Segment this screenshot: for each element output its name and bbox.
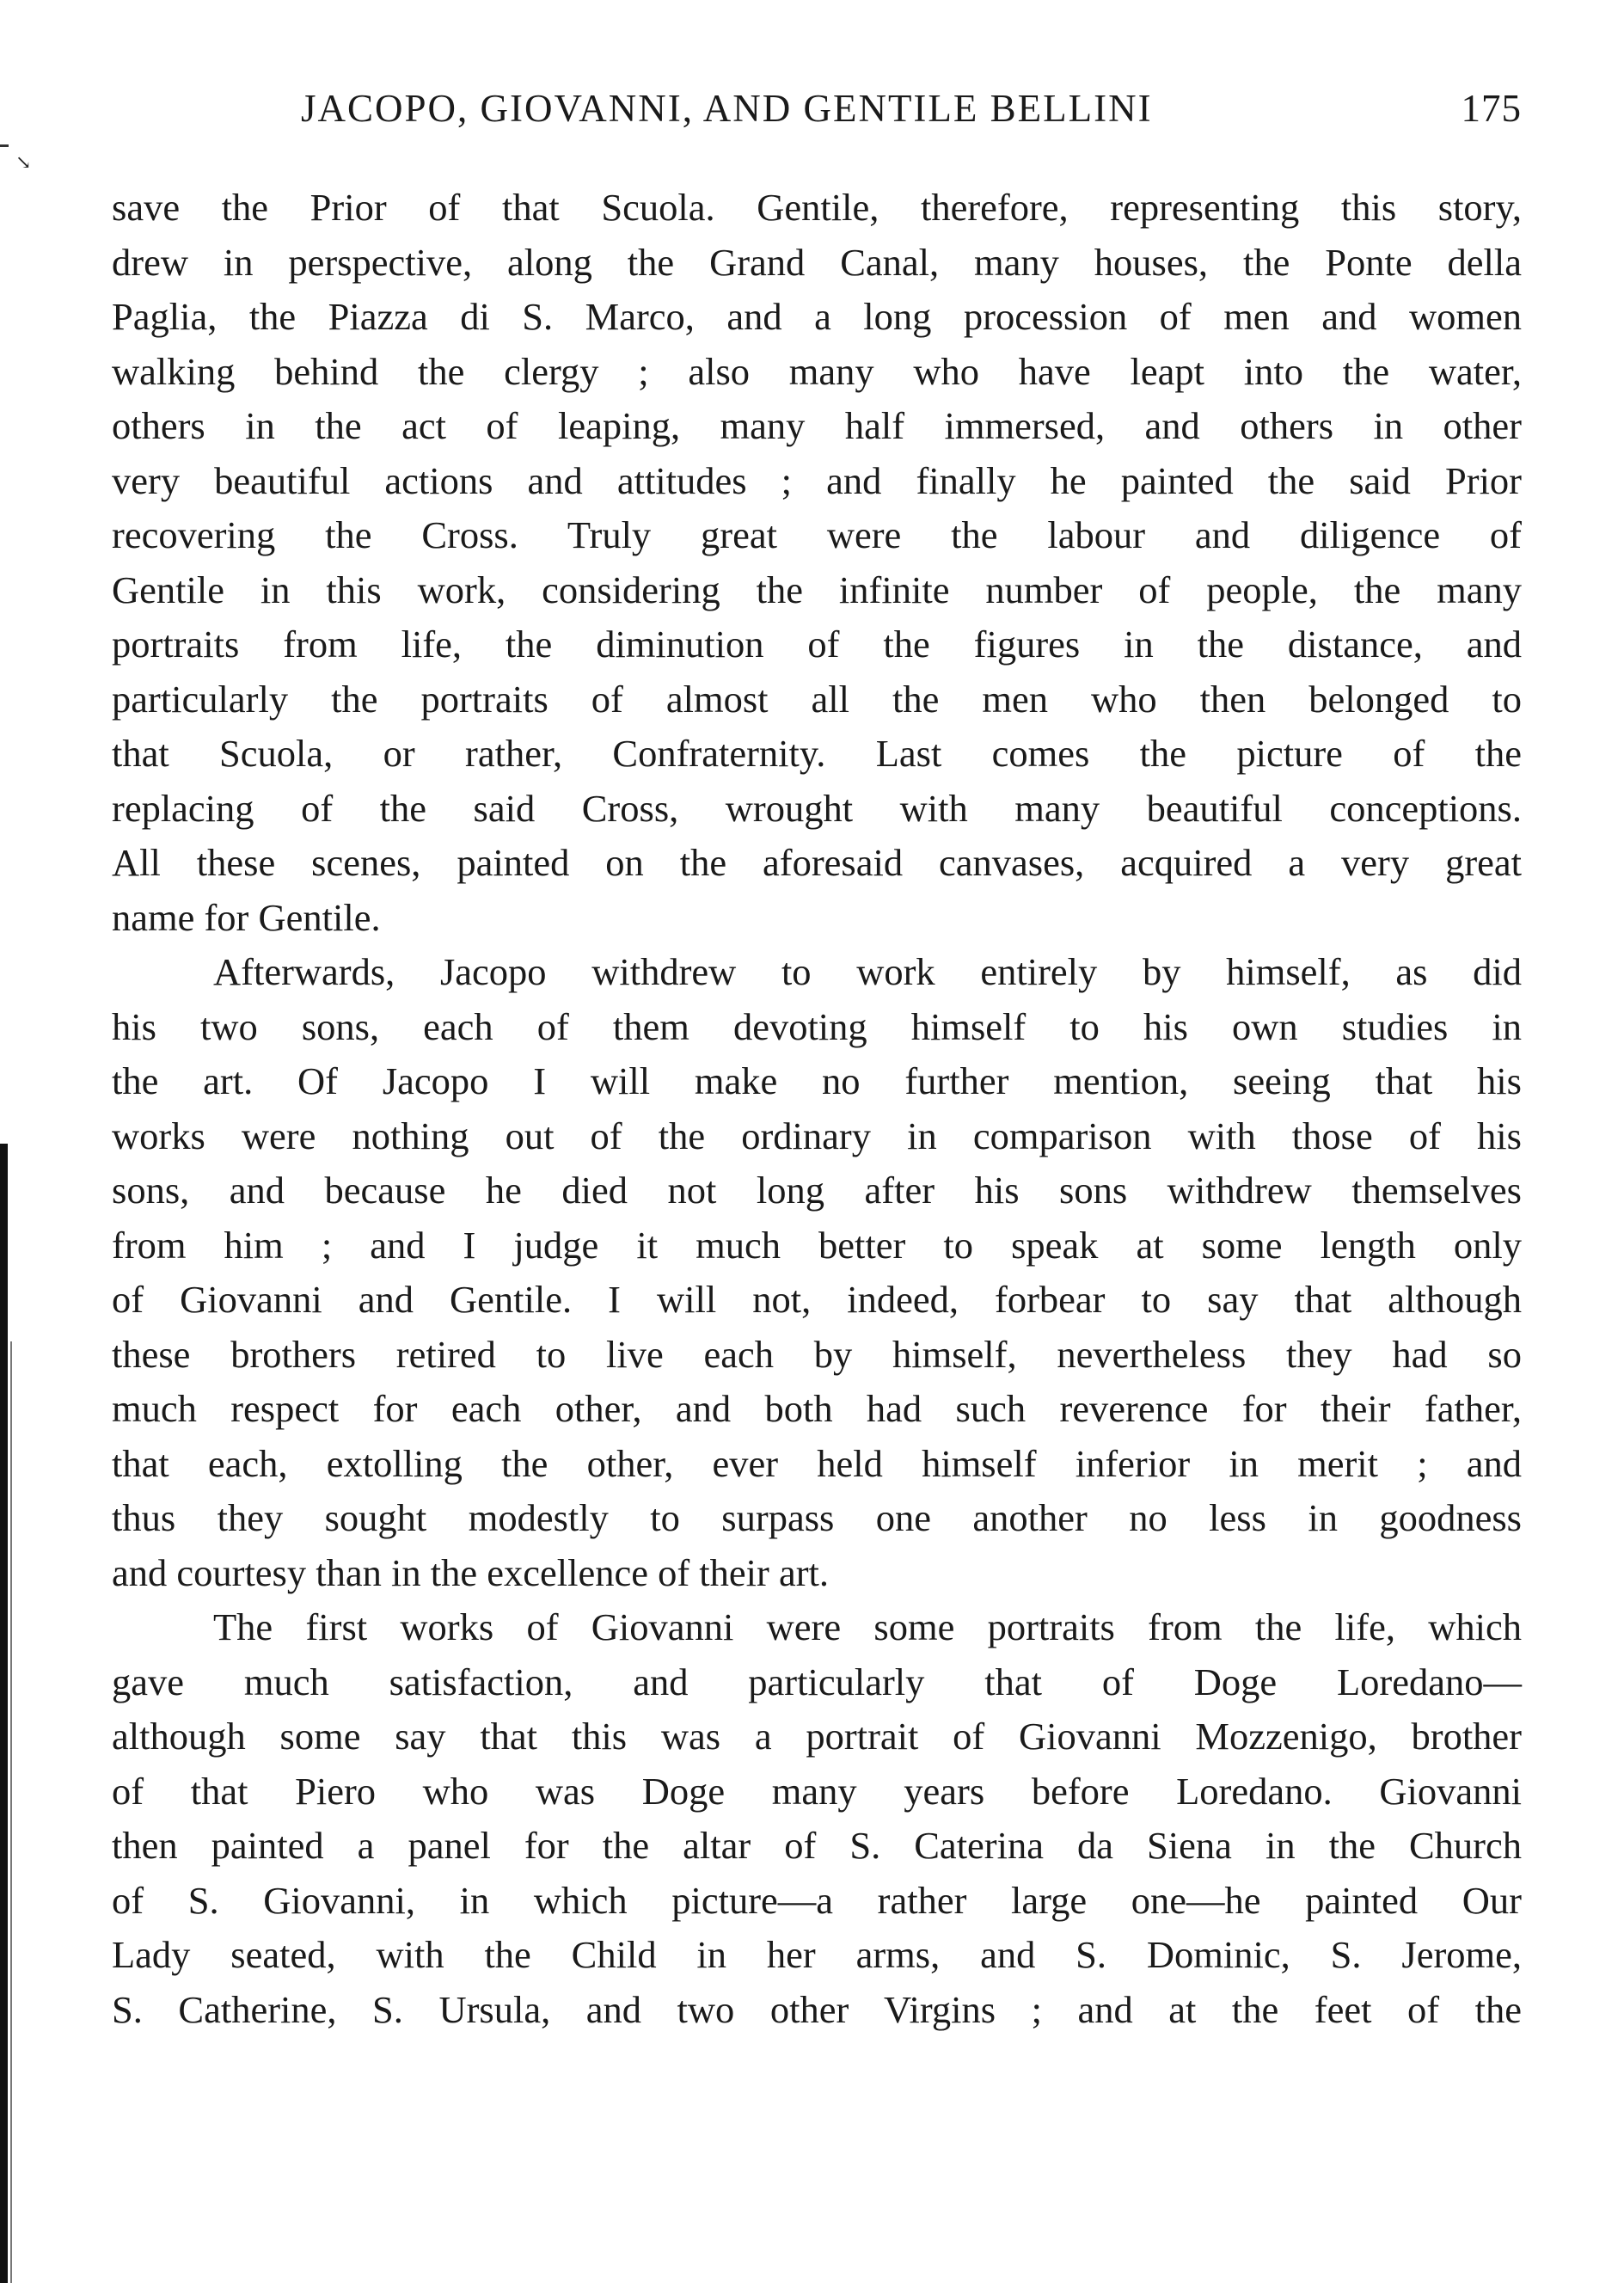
text-line: although some say that this was a portrait of Giovanni Mozzenigo, brother [112,1715,1522,1758]
text-line: works were nothing out of the ordinary in comparison with those of his [112,1114,1522,1157]
text-line: recovering the Cross. Truly great were the labour and diligence of [112,513,1522,556]
gutter-shadow [0,1144,8,2283]
text-line: these brothers retired to live each by himself, nevertheless they had so [112,1332,1522,1376]
text-line: Afterwards, Jacopo withdrew to work entirely by himself, as did [213,950,1522,993]
text-line: from him ; and I judge it much better to speak at some length only [112,1223,1522,1267]
text-line: drew in perspective, along the Grand Canal, many houses, the Ponte della [112,240,1522,284]
text-line: name for Gentile. [112,895,381,939]
text-line: portraits from life, the diminution of the figures in the distance, and [112,623,1522,666]
gutter-edge [10,1341,12,2283]
text-line: the art. Of Jacopo I will make no further mention, seeing that his [112,1059,1522,1102]
text-line: gave much satisfaction, and particularly that of Doge Loredano— [112,1660,1522,1703]
text-line: thus they sought modestly to surpass one another no less in goodness [112,1496,1522,1539]
text-line: particularly the portraits of almost all the men who then belonged to [112,677,1522,721]
text-line: save the Prior of that Scuola. Gentile, therefore, representing this story, [112,186,1522,229]
text-line: Gentile in this work, considering the infinite number of people, the many [112,568,1522,611]
text-line: Paglia, the Piazza di S. Marco, and a long procession of men and women [112,295,1522,338]
text-line: very beautiful actions and attitudes ; and finally he painted the said Prior [112,458,1522,502]
margin-arrow-icon: ↘ [15,151,32,173]
margin-dash-mark [0,144,9,147]
running-title: JACOPO, GIOVANNI, AND GENTILE BELLINI [301,87,1153,130]
text-line: The first works of Giovanni were some portraits from the life, which [213,1605,1522,1648]
body-text [112,181,1522,2037]
text-line: walking behind the clergy ; also many who have leapt into the water, [112,349,1522,393]
text-line: then painted a panel for the altar of S. Caterina da Siena in the Church [112,1824,1522,1867]
text-line: and courtesy than in the excellence of their art. [112,1550,830,1594]
text-line: that each, extolling the other, ever held himself inferior in merit ; and [112,1441,1522,1485]
text-line: of that Piero who was Doge many years before Loredano. Giovanni [112,1769,1522,1813]
text-line: others in the act of leaping, many half immersed, and others in other [112,404,1522,447]
page-number: 175 [1461,87,1522,130]
text-line: of Giovanni and Gentile. I will not, indeed, forbear to say that although [112,1278,1522,1321]
text-line: much respect for each other, and both had such reverence for their father, [112,1387,1522,1430]
text-line: All these scenes, painted on the aforesaid canvases, acquired a very great [112,841,1522,884]
text-line: that Scuola, or rather, Confraternity. Last comes the picture of the [112,732,1522,775]
text-line: of S. Giovanni, in which picture—a rather large one—he painted Our [112,1878,1522,1922]
text-line: sons, and because he died not long after his sons withdrew themselves [112,1169,1522,1212]
text-line: replacing of the said Cross, wrought with many beautiful conceptions. [112,786,1522,830]
text-line: S. Catherine, S. Ursula, and two other Virgins ; and at the feet of the [112,1987,1522,2031]
running-head [301,86,1522,146]
text-line: his two sons, each of them devoting himself to his own studies in [112,1004,1522,1048]
text-line: Lady seated, with the Child in her arms, and S. Dominic, S. Jerome, [112,1933,1522,1976]
